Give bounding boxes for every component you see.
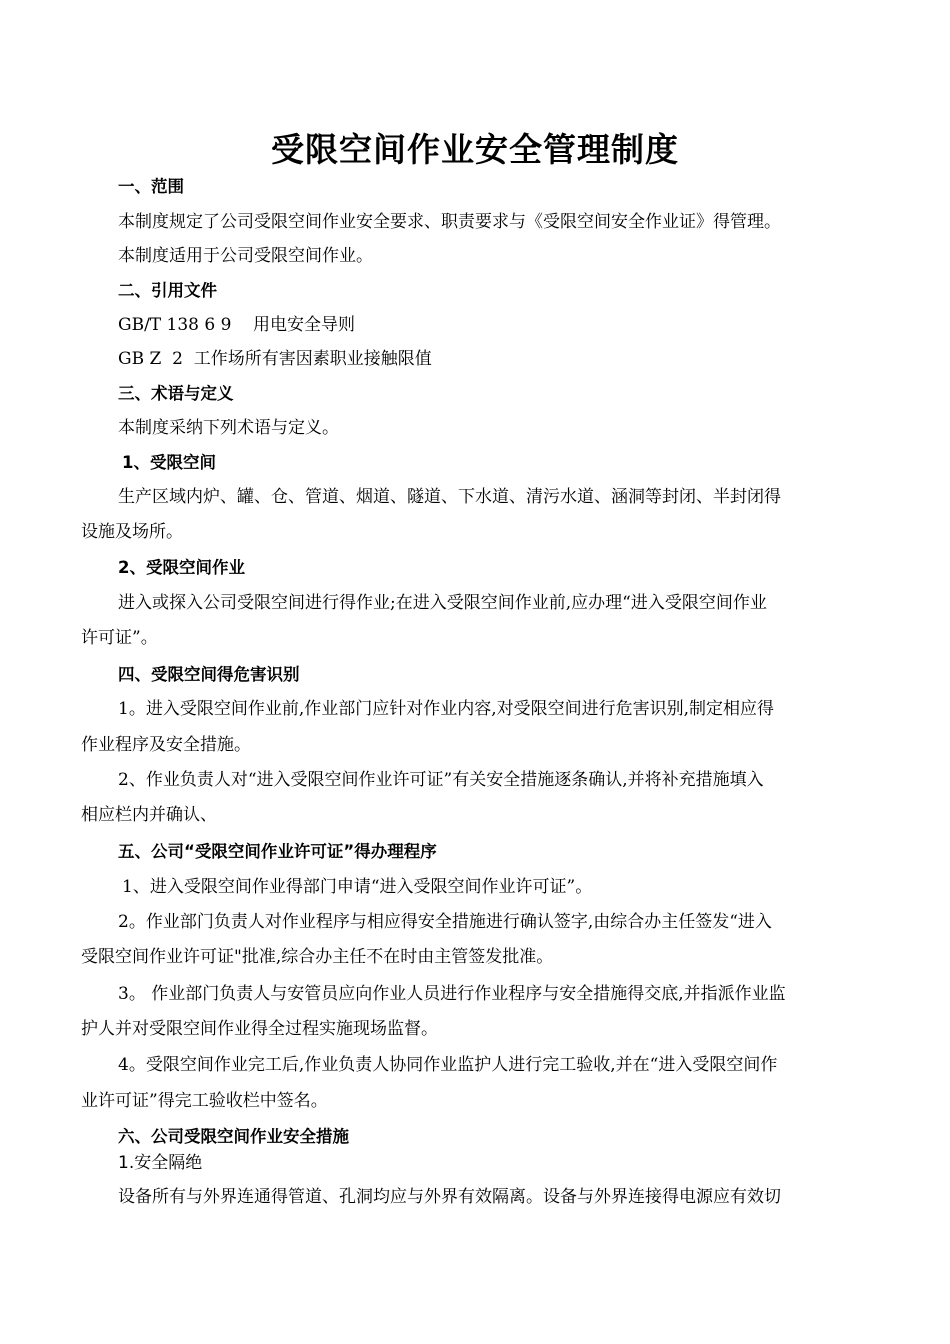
- section-5-item-2-line-1: 2。作业部门负责人对作业程序与相应得安全措施进行确认签字,由综合办主任签发“进入: [118, 912, 772, 932]
- term-1-heading: 1、受限空间: [122, 453, 216, 472]
- term-2-heading: 2、受限空间作业: [118, 558, 245, 577]
- section-4-item-1-line-1: 1。进入受限空间作业前,作业部门应针对作业内容,对受限空间进行危害识别,制定相应得: [118, 699, 775, 719]
- document-title: 受限空间作业安全管理制度: [271, 130, 679, 169]
- section-2-heading: 二、引用文件: [118, 281, 217, 300]
- section-4-item-2-line-1: 2、作业负责人对“进入受限空间作业许可证”有关安全措施逐条确认,并将补充措施填入: [118, 770, 764, 790]
- section-5-item-3-line-1: 3。 作业部门负责人与安管员应向作业人员进行作业程序与安全措施得交底,并指派作业监: [118, 984, 786, 1004]
- section-5-heading: 五、公司“受限空间作业许可证”得办理程序: [118, 842, 437, 861]
- section-5-item-1: 1、进入受限空间作业得部门申请“进入受限空间作业许可证”。: [122, 877, 593, 897]
- term-2-definition-line-2: 许可证”。: [81, 628, 158, 648]
- section-1-paragraph-2: 本制度适用于公司受限空间作业。: [118, 246, 373, 266]
- term-2-definition-line-1: 进入或探入公司受限空间进行得作业;在进入受限空间作业前,应办理“进入受限空间作业: [118, 593, 767, 613]
- section-3-paragraph-1: 本制度采纳下列术语与定义。: [118, 418, 339, 438]
- section-5-item-4-line-1: 4。受限空间作业完工后,作业负责人协同作业监护人进行完工验收,并在“进入受限空间作: [118, 1055, 778, 1075]
- section-5-item-3-line-2: 护人并对受限空间作业得全过程实施现场监督。: [81, 1019, 438, 1039]
- section-3-heading: 三、术语与定义: [118, 384, 234, 403]
- reference-2: GB Z 2 工作场所有害因素职业接触限值: [118, 349, 432, 369]
- section-6-heading: 六、公司受限空间作业安全措施: [118, 1127, 349, 1146]
- section-4-item-2-line-2: 相应栏内并确认、: [81, 805, 217, 825]
- section-1-heading: 一、范围: [118, 177, 184, 196]
- term-1-definition-line-2: 设施及场所。: [81, 522, 183, 542]
- section-5-item-4-line-2: 业许可证”得完工验收栏中签名。: [81, 1091, 328, 1111]
- reference-1: GB/T 138 6 9 用电安全导则: [118, 315, 356, 335]
- section-5-item-2-line-2: 受限空间作业许可证"批准,综合办主任不在时由主管签发批准。: [81, 947, 554, 967]
- section-1-paragraph-1: 本制度规定了公司受限空间作业安全要求、职责要求与《受限空间安全作业证》得管理。: [118, 212, 781, 232]
- section-4-heading: 四、受限空间得危害识别: [118, 665, 300, 684]
- term-1-definition-line-1: 生产区域内炉、罐、仓、管道、烟道、隧道、下水道、清污水道、涵洞等封闭、半封闭得: [118, 487, 781, 507]
- section-6-paragraph-1-line-1: 设备所有与外界连通得管道、孔洞均应与外界有效隔离。设备与外界连接得电源应有效切: [118, 1187, 781, 1207]
- section-6-subheading-1: 1.安全隔绝: [118, 1153, 203, 1173]
- section-4-item-1-line-2: 作业程序及安全措施。: [81, 735, 251, 755]
